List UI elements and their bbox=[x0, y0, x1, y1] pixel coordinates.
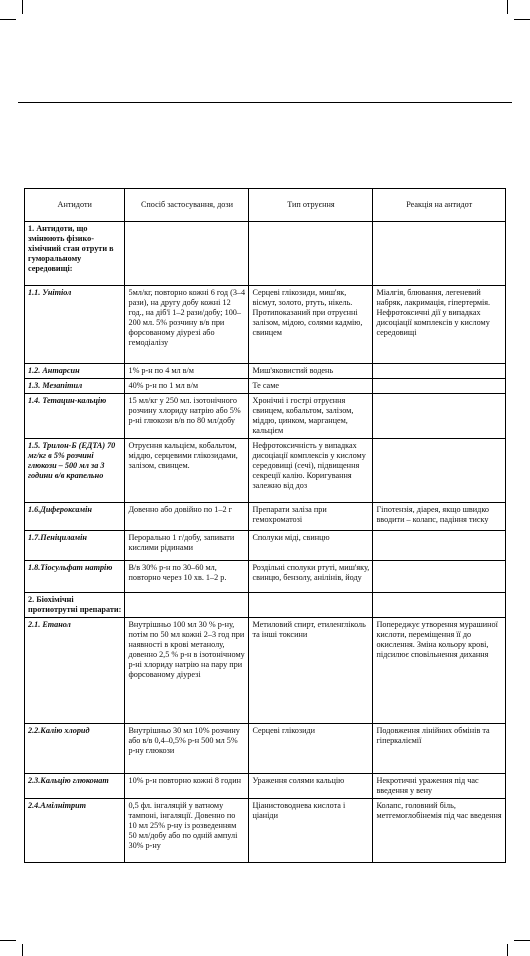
cell-poisoning: Сполуки міді, свинцю bbox=[249, 531, 373, 561]
cell-poisoning: Миш'яковистий водень bbox=[249, 364, 373, 379]
cell-poisoning: Те саме bbox=[249, 379, 373, 394]
table-row bbox=[25, 394, 506, 439]
table-row bbox=[25, 618, 506, 724]
cell-poisoning: Метиловий спирт, етиленгліколь та інші токсини bbox=[249, 618, 373, 724]
cell-antidote: 1.4. Тетацин-кальцію bbox=[25, 394, 125, 439]
cell-antidote: 1.6.Дифероксамін bbox=[25, 503, 125, 531]
cell-method bbox=[125, 593, 249, 618]
crop-mark-br-v bbox=[507, 944, 508, 956]
crop-mark-tr-h bbox=[514, 19, 530, 20]
crop-mark-tr-v bbox=[507, 0, 508, 14]
cell-poisoning bbox=[249, 593, 373, 618]
cell-antidote: 1.7.Пеніциламін bbox=[25, 531, 125, 561]
cell-reaction: Некротичні ураження під час введення у вену bbox=[373, 774, 506, 799]
cell-method: 40% р-н по 1 мл в/м bbox=[125, 379, 249, 394]
cell-method: 10% р-н повторно кожні 8 годин bbox=[125, 774, 249, 799]
table-row bbox=[25, 364, 506, 379]
crop-mark-br-h bbox=[514, 940, 530, 941]
cell-antidote: 1.2. Антарсин bbox=[25, 364, 125, 379]
cell-poisoning: Хронічні і гострі отруєння свинцем, кобальтом, залізом, міддю, цинком, марганцем, кальцієм bbox=[249, 394, 373, 439]
cell-antidote: 2.1. Етанол bbox=[25, 618, 125, 724]
cell-reaction: Гіпотензія, діарея, якщо швидко вводити – колапс, падіння тиску bbox=[373, 503, 506, 531]
table-row bbox=[25, 724, 506, 774]
table-body bbox=[25, 222, 506, 863]
table-row bbox=[25, 286, 506, 364]
cell-method: В/в 30% р-н по 30–60 мл, повторно через 10 хв. 1–2 р. bbox=[125, 561, 249, 593]
cell-poisoning bbox=[249, 222, 373, 286]
table-row bbox=[25, 379, 506, 394]
header-poisoning: Тип отруєння bbox=[249, 189, 373, 222]
cell-method: 0,5 фл. інгаляцій у ватному тампоні, інгаляції. Довенно по 10 мл 25% р-ну із розведенням 50 мл/добу або по одній ампулі 30% р-ну bbox=[125, 799, 249, 863]
cell-reaction bbox=[373, 379, 506, 394]
cell-reaction bbox=[373, 561, 506, 593]
cell-method: Отруєння кальцієм, кобальтом, міддю, серцевими глікозидами, залізом, свинцем. bbox=[125, 439, 249, 503]
cell-reaction: Колапс, головний біль, метгемоглобінемія під час введення bbox=[373, 799, 506, 863]
table-group-row bbox=[25, 222, 506, 286]
table-row bbox=[25, 439, 506, 503]
table-header-row bbox=[25, 189, 506, 222]
cell-reaction bbox=[373, 593, 506, 618]
cell-poisoning: Ураження солями кальцію bbox=[249, 774, 373, 799]
cell-method: 1% р-н по 4 мл в/м bbox=[125, 364, 249, 379]
table-group-row bbox=[25, 593, 506, 618]
cell-poisoning: Серцеві глікозиди bbox=[249, 724, 373, 774]
crop-mark-tl-v bbox=[22, 0, 23, 14]
cell-method: Внутрішньо 100 мл 30 % р-ну, потім по 50 мл кожні 2–3 год при наявності в крові метанолу, довенно 2,5 % р-н в ізотонічному р-ні хлориду натрію на пару при форсованому діурезі bbox=[125, 618, 249, 724]
cell-antidote: 2.2.Калію хлорид bbox=[25, 724, 125, 774]
cell-antidote: 2.4.Амілнітрит bbox=[25, 799, 125, 863]
cell-method bbox=[125, 222, 249, 286]
cell-reaction bbox=[373, 531, 506, 561]
cell-reaction bbox=[373, 222, 506, 286]
table-row bbox=[25, 561, 506, 593]
cell-antidote: 1.3. Мезапітил bbox=[25, 379, 125, 394]
cell-method: 15 мл/кг у 250 мл. ізотонічного розчину хлориду натрію або 5% р-ні глюкози в/в по 80 мл/добу bbox=[125, 394, 249, 439]
cell-reaction bbox=[373, 439, 506, 503]
cell-method: Перорально 1 г/добу, запивати кислими рідинами bbox=[125, 531, 249, 561]
cell-method: 5мл/кг, повторно кожні 6 год (3–4 рази), на другу добу кожні 12 год., на діб'ї 1–2 рази/добу; 100–200 мл. 5% розчину в/в при форсованому діурезі або гемодіалізу bbox=[125, 286, 249, 364]
header-antidotes: Антидоти bbox=[25, 189, 125, 222]
cell-method: Внутрішньо 30 мл 10% розчину або в/в 0,4–0,5% р-н 500 мл 5% р-ну глюкози bbox=[125, 724, 249, 774]
cell-antidote: 2.3.Кальцію глюконат bbox=[25, 774, 125, 799]
header-method: Спосіб застосування, дози bbox=[125, 189, 249, 222]
header-reaction: Реакція на антидот bbox=[373, 189, 506, 222]
cell-antidote: 2. Біохімічні протиотрутні препарати: bbox=[25, 593, 125, 618]
cell-reaction: Попереджує утворення мурашиної кислоти, переміщення її до окислення. Зміна кольору крові, підсилює сповільнення дихання bbox=[373, 618, 506, 724]
cell-poisoning: Роздільні сполуки ртуті, миш'яку, свинцю, бензолу, анілінів, йоду bbox=[249, 561, 373, 593]
header-rule bbox=[18, 102, 512, 103]
table-row bbox=[25, 531, 506, 561]
cell-antidote: 1.1. Унітіол bbox=[25, 286, 125, 364]
cell-method: Довенно або довійно по 1–2 г bbox=[125, 503, 249, 531]
cell-antidote: 1.8.Тіосульфат натрію bbox=[25, 561, 125, 593]
table-row bbox=[25, 774, 506, 799]
cell-reaction: Міалгія, блювання, легеневий набряк, лакримація, гіпертермія. Нефротоксичні дії у випадках дисоціації комплексів у кислому середовищі bbox=[373, 286, 506, 364]
cell-reaction bbox=[373, 394, 506, 439]
cell-reaction bbox=[373, 364, 506, 379]
table-row bbox=[25, 503, 506, 531]
cell-poisoning: Ціанистоводнева кислота і ціаніди bbox=[249, 799, 373, 863]
table-row bbox=[25, 799, 506, 863]
antidotes-table bbox=[24, 188, 506, 863]
crop-mark-bl-v bbox=[22, 944, 23, 956]
cell-reaction: Подовження лінійних обмінів та гіперкаліємії bbox=[373, 724, 506, 774]
cell-poisoning: Нефротоксичність у випадках дисоціації комплексів у кислому середовищі (сечі), підвищення секреції калію. Коригування залежно від доз bbox=[249, 439, 373, 503]
crop-mark-bl-h bbox=[0, 940, 16, 941]
cell-poisoning: Препарати заліза при гемохроматозі bbox=[249, 503, 373, 531]
cell-poisoning: Серцеві глікозиди, миш'як, вісмут, золото, ртуть, нікель. Протипоказаний при отруєнні залізом, мідою, солями кадмію, свинцем bbox=[249, 286, 373, 364]
cell-antidote: 1. Антидоти, що змінюють фізико-хімічний стан отрути в гуморальному середовищі: bbox=[25, 222, 125, 286]
cell-antidote: 1.5. Трилон-Б (ЕДТА) 70 мг/кг в 5% розчині глюкози – 500 мл за 3 години в/в крапельно bbox=[25, 439, 125, 503]
crop-mark-tl-h bbox=[0, 19, 16, 20]
